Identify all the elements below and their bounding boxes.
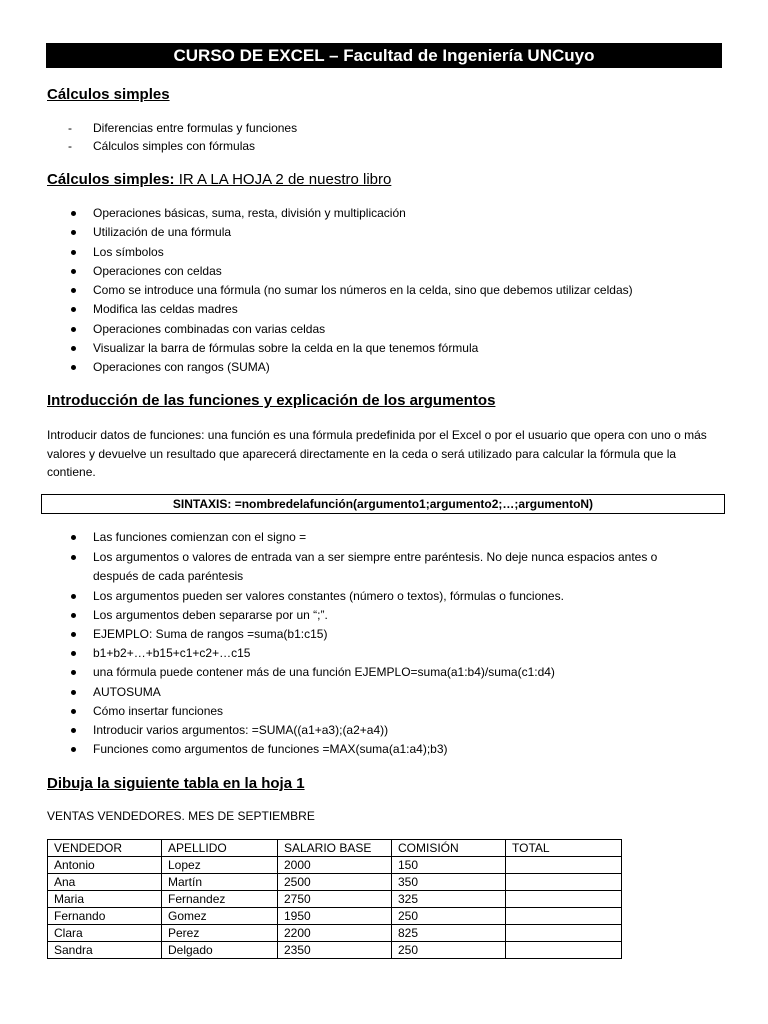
- list-item-continuation: después de cada paréntesis: [93, 569, 244, 583]
- table-caption: VENTAS VENDEDORES. MES DE SEPTIEMBRE: [47, 809, 315, 823]
- bullet-icon: [71, 555, 76, 560]
- table-cell: 150: [392, 857, 506, 874]
- list-item: EJEMPLO: Suma de rangos =suma(b1:c15): [93, 627, 328, 641]
- bullet-icon: [71, 346, 76, 351]
- list-item: Las funciones comienzan con el signo =: [93, 530, 307, 544]
- list-item: Como se introduce una fórmula (no sumar los números en la celda, sino que debemos utilizar celdas): [93, 283, 633, 297]
- bullet-icon: [71, 594, 76, 599]
- table-cell: 1950: [278, 908, 392, 925]
- table-header-row: [48, 840, 622, 857]
- bullet-icon: [71, 211, 76, 216]
- document-title: CURSO DE EXCEL – Facultad de Ingeniería UNCuyo: [46, 43, 722, 68]
- bullet-icon: [71, 230, 76, 235]
- bullet-icon: [71, 651, 76, 656]
- table-row: [48, 874, 622, 891]
- table-cell: [506, 925, 622, 942]
- table-cell: 2750: [278, 891, 392, 908]
- table-cell: [506, 942, 622, 959]
- column-header-total: TOTAL: [506, 840, 622, 857]
- bullet-icon: [71, 632, 76, 637]
- sales-table: [47, 839, 622, 959]
- table-cell: 2500: [278, 874, 392, 891]
- bullet-icon: [71, 747, 76, 752]
- table-cell: Gomez: [162, 908, 278, 925]
- list-item: AUTOSUMA: [93, 685, 161, 699]
- list-item: una fórmula puede contener más de una función EJEMPLO=suma(a1:b4)/suma(c1:d4): [93, 665, 555, 679]
- table-cell: 250: [392, 942, 506, 959]
- list-item: Operaciones con rangos (SUMA): [93, 360, 270, 374]
- list-item: Modifica las celdas madres: [93, 302, 238, 316]
- table-cell: Sandra: [48, 942, 162, 959]
- table-cell: 825: [392, 925, 506, 942]
- bullet-icon: [71, 613, 76, 618]
- bullet-icon: [71, 365, 76, 370]
- table-row: [48, 908, 622, 925]
- list-item: Los argumentos deben separarse por un “;”.: [93, 608, 328, 622]
- table-cell: 350: [392, 874, 506, 891]
- bullet-icon: [71, 709, 76, 714]
- heading-dibuja-tabla: Dibuja la siguiente tabla en la hoja 1: [47, 775, 305, 792]
- table-cell: Ana: [48, 874, 162, 891]
- bullet-icon: [71, 728, 76, 733]
- column-header-salario-base: SALARIO BASE: [278, 840, 392, 857]
- table-cell: [506, 908, 622, 925]
- table-row: [48, 942, 622, 959]
- column-header-vendedor: VENDEDOR: [48, 840, 162, 857]
- syntax-box: SINTAXIS: =nombredelafunción(argumento1;argumento2;…;argumentoN): [41, 494, 725, 514]
- table-cell: Clara: [48, 925, 162, 942]
- column-header-apellido: APELLIDO: [162, 840, 278, 857]
- table-cell: Martín: [162, 874, 278, 891]
- bullet-icon: [71, 269, 76, 274]
- list-item: b1+b2+…+b15+c1+c2+…c15: [93, 646, 251, 660]
- table-cell: [506, 874, 622, 891]
- bullet-icon: [71, 250, 76, 255]
- list-item: Operaciones con celdas: [93, 264, 222, 278]
- heading-instruction: IR A LA HOJA 2 de nuestro libro: [174, 171, 392, 188]
- table-cell: 325: [392, 891, 506, 908]
- table-cell: [506, 891, 622, 908]
- list-item: Cálculos simples con fórmulas: [93, 139, 256, 153]
- table-cell: 2350: [278, 942, 392, 959]
- table-cell: [506, 857, 622, 874]
- table-cell: Maria: [48, 891, 162, 908]
- table-row: [48, 891, 622, 908]
- bullet-icon: [71, 327, 76, 332]
- table-cell: Fernandez: [162, 891, 278, 908]
- table-cell: 2000: [278, 857, 392, 874]
- table-row: [48, 857, 622, 874]
- list-item: Los símbolos: [93, 245, 164, 259]
- bullet-icon: [71, 307, 76, 312]
- table-cell: Perez: [162, 925, 278, 942]
- table-cell: 250: [392, 908, 506, 925]
- list-item: Los argumentos pueden ser valores constantes (número o textos), fórmulas o funciones.: [93, 589, 564, 603]
- heading-calculos-simples-hoja2: [47, 171, 391, 188]
- list-item: Operaciones básicas, suma, resta, división y multiplicación: [93, 206, 406, 220]
- bullet-icon: [71, 670, 76, 675]
- heading-introduccion-funciones: Introducción de las funciones y explicación de los argumentos: [47, 392, 496, 409]
- column-header-comision: COMISIÓN: [392, 840, 506, 857]
- list-item: Cómo insertar funciones: [93, 704, 224, 718]
- heading-calculos-simples: Cálculos simples: [47, 86, 170, 103]
- bullet-icon: [71, 535, 76, 540]
- dash-marker: -: [68, 121, 72, 135]
- table-cell: Antonio: [48, 857, 162, 874]
- list-item: Visualizar la barra de fórmulas sobre la celda en la que tenemos fórmula: [93, 341, 479, 355]
- list-item: Introducir varios argumentos: =SUMA((a1+a3);(a2+a4)): [93, 723, 389, 737]
- list-item: Funciones como argumentos de funciones =MAX(suma(a1:a4);b3): [93, 742, 448, 756]
- intro-paragraph: Introducir datos de funciones: una función es una fórmula predefinida por el Excel o por el usuario que opera con uno o más valores y devuelve un resultado que aparecerá directamente en la ceda o será utilizado para calcular la fórmula que la contiene.: [47, 428, 707, 479]
- table-row: [48, 925, 622, 942]
- table-cell: Delgado: [162, 942, 278, 959]
- table-cell: Fernando: [48, 908, 162, 925]
- list-item: Diferencias entre formulas y funciones: [93, 121, 298, 135]
- list-item: Operaciones combinadas con varias celdas: [93, 322, 326, 336]
- bullet-icon: [71, 288, 76, 293]
- table-cell: Lopez: [162, 857, 278, 874]
- heading-underlined: Cálculos simples:: [47, 171, 175, 188]
- table-cell: 2200: [278, 925, 392, 942]
- bullet-icon: [71, 690, 76, 695]
- dash-marker: -: [68, 139, 72, 153]
- list-item: Los argumentos o valores de entrada van a ser siempre entre paréntesis. No deje nunca espacios antes o: [93, 550, 658, 564]
- list-item: Utilización de una fórmula: [93, 225, 232, 239]
